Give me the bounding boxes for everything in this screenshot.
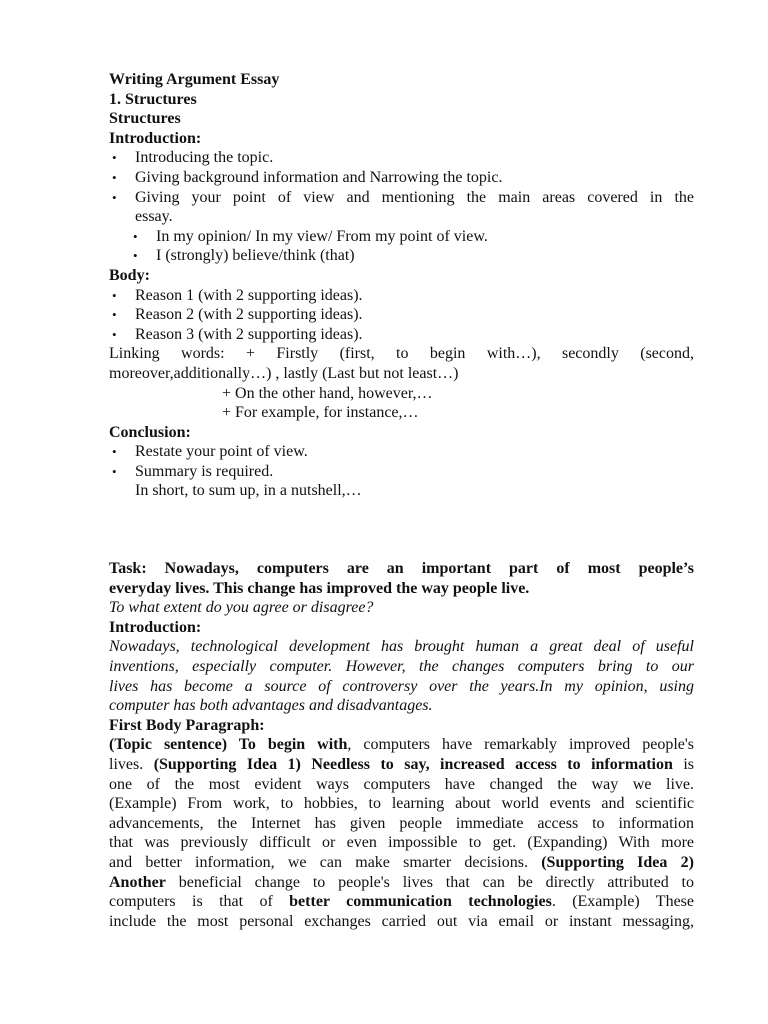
list-item: • Summary is required. (109, 462, 694, 482)
section-heading: 1. Structures (109, 90, 197, 108)
task-statement: Task: Nowadays, computers are an important part of most people’s (109, 560, 694, 578)
linking-words-line: + For example, for instance,… (222, 404, 419, 422)
body-paragraph-line: advancements, the Internet has given people immediate access to information (109, 814, 694, 832)
body-list (109, 286, 694, 345)
body-paragraph-line (109, 892, 694, 912)
essay-introduction-heading: Introduction: (109, 618, 202, 636)
list-item: • Reason 3 (with 2 supporting ideas). (109, 325, 694, 345)
body-text: is (672, 756, 695, 773)
supporting-idea-2: (Supporting Idea 2) (541, 853, 694, 871)
list-item: • In my opinion/ In my view/ From my point of view. (109, 227, 694, 247)
essay-introduction-line: lives has become a source of controversy over the years.In my opinion, using (109, 677, 694, 695)
essay-introduction-line: computer has both advantages and disadvantages. (109, 697, 433, 715)
first-body-heading: First Body Paragraph: (109, 716, 265, 734)
essay-introduction-line: Nowadays, technological development has brought human a great deal of useful (109, 638, 694, 656)
introduction-list (109, 148, 694, 207)
structures-subheading: Structures (109, 110, 181, 128)
list-item: • Restate your point of view. (109, 442, 694, 462)
linking-words-line: Linking words: + Firstly (first, to begin with…), secondly (second, (109, 345, 694, 363)
task-statement: everyday lives. This change has improved the way people live. (109, 579, 530, 597)
document-title: Writing Argument Essay (109, 71, 280, 88)
another-label: Another (109, 873, 166, 891)
body-text: and better information, we can make smarter decisions. (109, 853, 542, 871)
body-text: lives. (109, 756, 154, 773)
essay-introduction-line: inventions, especially computer. However, the changes computers bring to our (109, 658, 694, 676)
supporting-idea-1: (Supporting Idea 1) Needless to say, increased access to information (153, 756, 673, 773)
better-communication-label: better communication technologies (289, 893, 552, 911)
conclusion-list (109, 442, 694, 481)
linking-words-line: moreover,additionally…) , lastly (Last but not least…) (109, 364, 459, 382)
body-heading: Body: (109, 266, 150, 284)
body-paragraph-line: that was previously difficult or even impossible to get. (Expanding) With more (109, 834, 694, 852)
body-paragraph-line (109, 735, 694, 755)
body-paragraph-line (109, 755, 694, 775)
introduction-sublist (109, 227, 694, 266)
body-text: computers is that of (109, 893, 290, 911)
introduction-heading: Introduction: (109, 129, 202, 147)
list-item: • Introducing the topic. (109, 148, 694, 168)
list-item: • Giving background information and Narrowing the topic. (109, 168, 694, 188)
section-spacer (109, 501, 694, 559)
list-item-continuation: essay. (135, 208, 173, 226)
document-page (109, 70, 694, 931)
topic-sentence-label: (Topic sentence) To begin with (109, 736, 348, 754)
list-item: • I (strongly) believe/think (that) (109, 246, 694, 266)
list-item: • Giving your point of view and mentioning the main areas covered in the (109, 188, 694, 208)
list-item: • Reason 1 (with 2 supporting ideas). (109, 286, 694, 306)
body-text: . (Example) These (551, 893, 695, 911)
body-paragraph-line (109, 853, 694, 873)
body-paragraph-line: include the most personal exchanges carried out via email or instant messaging, (109, 912, 694, 930)
body-paragraph-line: one of the most evident ways computers have changed the way we live. (109, 775, 694, 793)
conclusion-heading: Conclusion: (109, 423, 191, 441)
body-text: , computers have remarkably improved people's (347, 736, 695, 754)
linking-words-line: + On the other hand, however,… (222, 384, 433, 402)
body-paragraph-line: (Example) From work, to hobbies, to learning about world events and scientific (109, 795, 694, 813)
list-item: • Reason 2 (with 2 supporting ideas). (109, 305, 694, 325)
task-question: To what extent do you agree or disagree? (109, 599, 374, 617)
conclusion-note: In short, to sum up, in a nutshell,… (135, 482, 362, 500)
body-paragraph-line (109, 873, 694, 893)
body-text: beneficial change to people's lives that can be directly attributed to (165, 873, 694, 891)
